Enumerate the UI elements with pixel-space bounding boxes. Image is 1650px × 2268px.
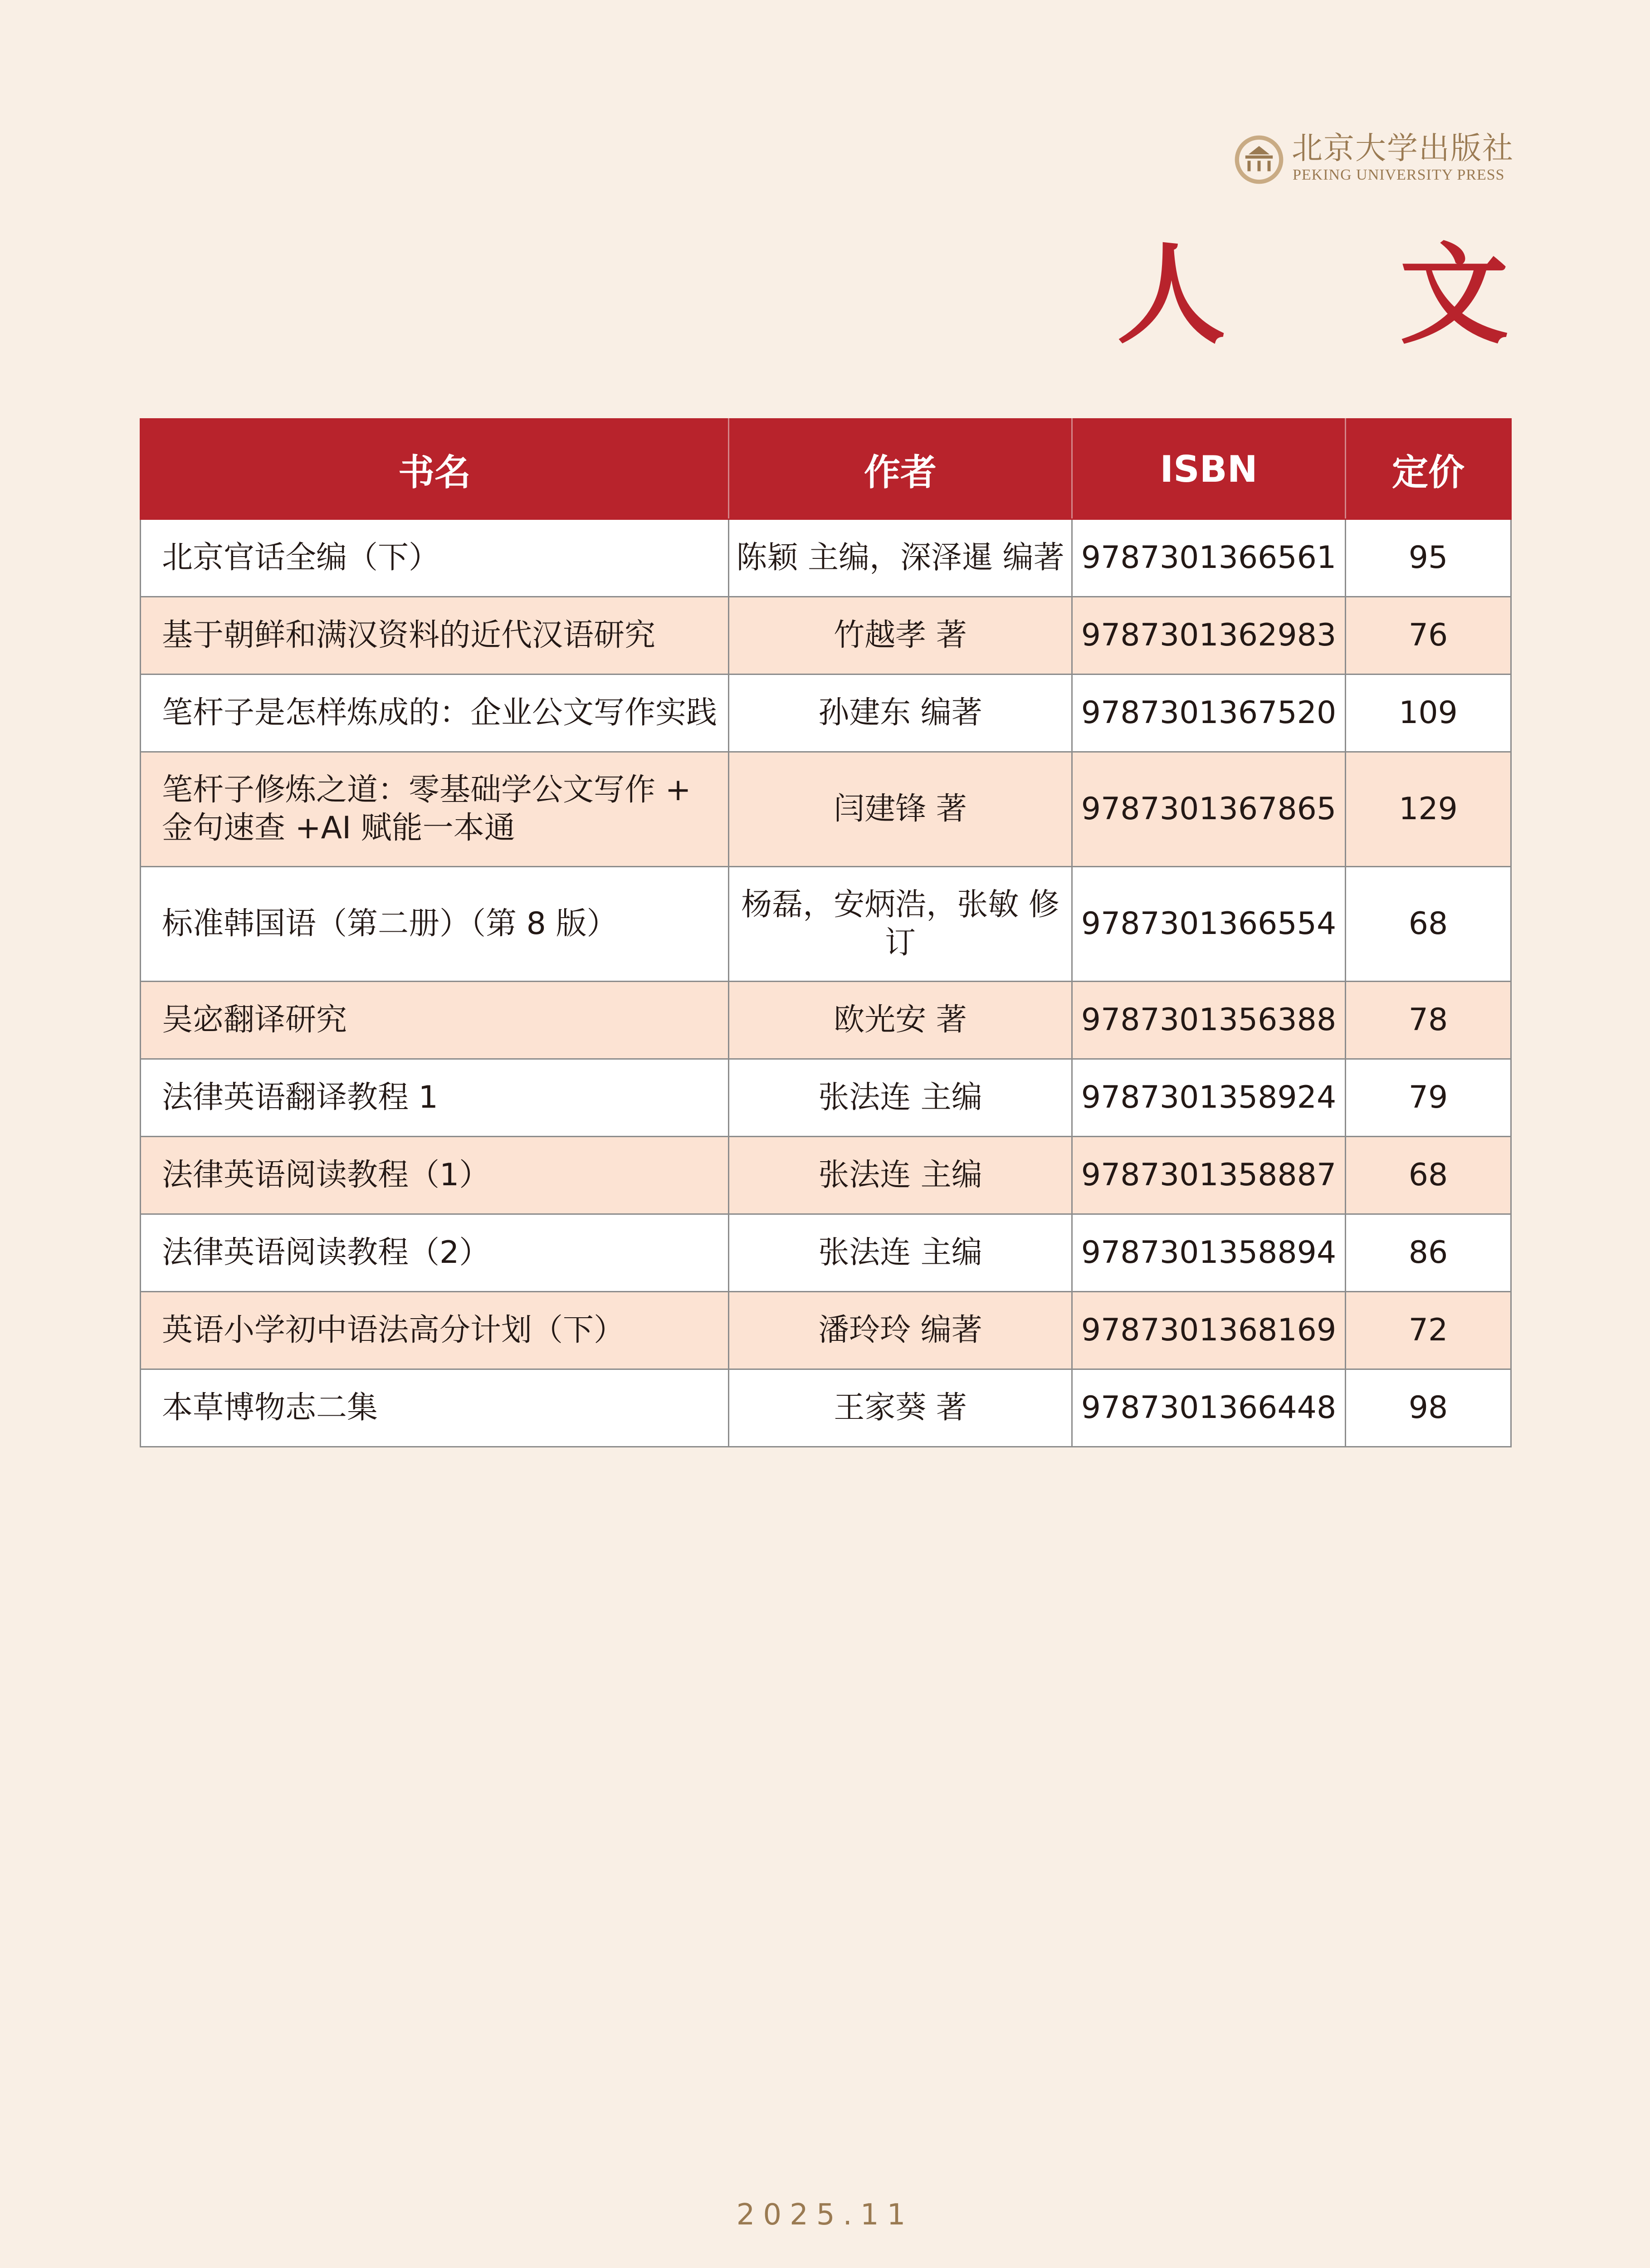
book-author: 杨磊，安炳浩，张敏 修订 <box>729 867 1072 982</box>
table-row <box>141 867 1511 982</box>
book-title: 法律英语翻译教程 1 <box>141 1059 729 1137</box>
book-price: 79 <box>1346 1059 1511 1137</box>
book-author: 张法连 主编 <box>729 1214 1072 1292</box>
table-row <box>141 1292 1511 1369</box>
book-author: 闫建锋 著 <box>729 752 1072 867</box>
table-header-row <box>141 419 1511 519</box>
book-price: 68 <box>1346 1137 1511 1214</box>
book-isbn: 9787301367865 <box>1072 752 1346 867</box>
book-price: 76 <box>1346 597 1511 675</box>
table-row <box>141 1137 1511 1214</box>
book-price: 95 <box>1346 519 1511 597</box>
book-title: 吴宓翻译研究 <box>141 982 729 1059</box>
book-isbn: 9787301366554 <box>1072 867 1346 982</box>
book-author: 竹越孝 著 <box>729 597 1072 675</box>
book-author: 张法连 主编 <box>729 1059 1072 1137</box>
book-price: 68 <box>1346 867 1511 982</box>
book-isbn: 9787301362983 <box>1072 597 1346 675</box>
book-author: 陈颖 主编，深泽暹 编著 <box>729 519 1072 597</box>
header-isbn: ISBN <box>1072 419 1346 519</box>
section-title: 人 文 <box>1117 231 1577 359</box>
book-title: 基于朝鲜和满汉资料的近代汉语研究 <box>141 597 729 675</box>
book-price: 109 <box>1346 675 1511 752</box>
table-row <box>141 1059 1511 1137</box>
book-title: 笔杆子是怎样炼成的：企业公文写作实践 <box>141 675 729 752</box>
header-title: 书名 <box>141 419 729 519</box>
issue-date: 2025.11 <box>736 2198 914 2232</box>
publisher-name-cn: 北京大学出版社 <box>1292 131 1514 166</box>
book-isbn: 9787301358887 <box>1072 1137 1346 1214</box>
book-author: 王家葵 著 <box>729 1369 1072 1447</box>
book-price: 72 <box>1346 1292 1511 1369</box>
table-row <box>141 597 1511 675</box>
table-row <box>141 752 1511 867</box>
book-author: 孙建东 编著 <box>729 675 1072 752</box>
book-isbn: 9787301366561 <box>1072 519 1346 597</box>
publisher-logo <box>1233 131 1514 190</box>
book-table <box>140 418 1512 1447</box>
peking-university-seal-icon <box>1233 133 1285 186</box>
header-author: 作者 <box>729 419 1072 519</box>
book-isbn: 9787301367520 <box>1072 675 1346 752</box>
table-row <box>141 1369 1511 1447</box>
book-author: 欧光安 著 <box>729 982 1072 1059</box>
book-isbn: 9787301358924 <box>1072 1059 1346 1137</box>
book-title: 北京官话全编（下） <box>141 519 729 597</box>
table-row <box>141 519 1511 597</box>
book-author: 张法连 主编 <box>729 1137 1072 1214</box>
publisher-name-en: PEKING UNIVERSITY PRESS <box>1293 166 1505 183</box>
book-title: 英语小学初中语法高分计划（下） <box>141 1292 729 1369</box>
book-isbn: 9787301358894 <box>1072 1214 1346 1292</box>
book-title: 法律英语阅读教程（1） <box>141 1137 729 1214</box>
book-isbn: 9787301368169 <box>1072 1292 1346 1369</box>
book-title: 本草博物志二集 <box>141 1369 729 1447</box>
header-price: 定价 <box>1346 419 1511 519</box>
book-title: 笔杆子修炼之道：零基础学公文写作 + 金句速查 +AI 赋能一本通 <box>141 752 729 867</box>
book-isbn: 9787301366448 <box>1072 1369 1346 1447</box>
book-price: 86 <box>1346 1214 1511 1292</box>
book-price: 78 <box>1346 982 1511 1059</box>
book-price: 129 <box>1346 752 1511 867</box>
table-row <box>141 675 1511 752</box>
book-author: 潘玲玲 编著 <box>729 1292 1072 1369</box>
book-title: 标准韩国语（第二册）（第 8 版） <box>141 867 729 982</box>
table-row <box>141 982 1511 1059</box>
table-row <box>141 1214 1511 1292</box>
book-isbn: 9787301356388 <box>1072 982 1346 1059</box>
book-price: 98 <box>1346 1369 1511 1447</box>
book-title: 法律英语阅读教程（2） <box>141 1214 729 1292</box>
